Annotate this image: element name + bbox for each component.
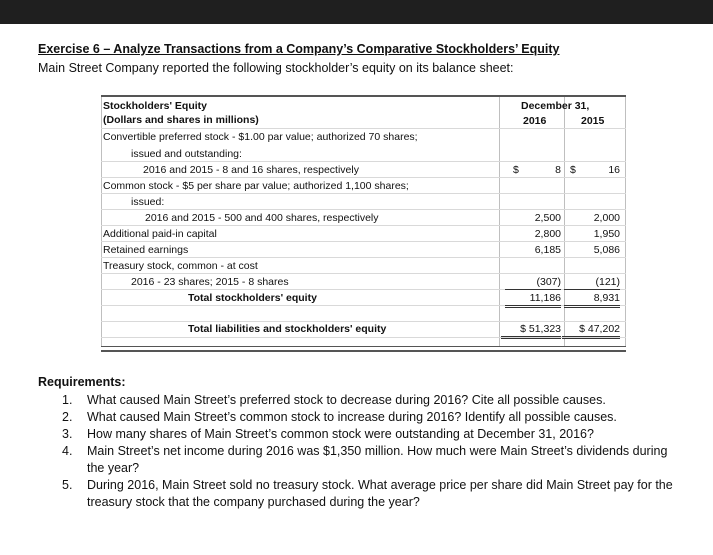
requirement-item	[38, 409, 688, 426]
row-divider	[101, 177, 626, 178]
requirement-number: 1.	[62, 393, 73, 407]
treasury-2016-value: (307)	[505, 276, 561, 290]
total-equity-2015-value: 8,931	[564, 292, 620, 308]
requirement-text: What caused Main Street’s common stock to increase during 2016? Identify all possible causes.	[87, 410, 617, 424]
year-2015-header: 2015	[581, 115, 605, 127]
row-divider	[101, 225, 626, 226]
table-column-divider	[499, 97, 500, 347]
row-divider	[101, 209, 626, 210]
date-header: December 31,	[521, 100, 590, 112]
requirement-text: During 2016, Main Street sold no treasury stock. What average price per share did Main Street pay for the treasury stock that the company purchased during the year?	[87, 478, 673, 509]
common-2015-value: 2,000	[593, 212, 620, 224]
top-bar	[0, 0, 713, 24]
apic-2015-value: 1,950	[593, 228, 620, 240]
preferred-2015-value: 16	[608, 164, 620, 176]
treasury-stock-label-line2: 2016 - 23 shares; 2015 - 8 shares	[131, 276, 289, 288]
total-liabilities-equity-label: Total liabilities and stockholders' equity	[188, 323, 387, 335]
preferred-dollar-2015: $	[570, 164, 576, 176]
total-equity-label: Total stockholders' equity	[188, 292, 317, 304]
table-bottom-border	[101, 346, 626, 347]
preferred-stock-label-line3: 2016 and 2015 - 8 and 16 shares, respectively	[143, 164, 359, 176]
table-bottom-border-thick	[101, 350, 626, 352]
common-stock-label: Common stock - $5 per share par value; authorized 1,100 shares;	[103, 180, 409, 192]
requirement-item	[38, 443, 688, 477]
retained-earnings-2016-value: 6,185	[534, 244, 561, 256]
table-header-title: Stockholders' Equity	[103, 100, 208, 112]
requirement-number: 4.	[62, 444, 73, 458]
common-stock-label-line2: issued:	[131, 196, 165, 208]
treasury-2015-value: (121)	[564, 276, 620, 290]
row-divider	[101, 321, 626, 322]
preferred-2016-value: 8	[555, 164, 561, 176]
requirement-text: Main Street’s net income during 2016 was $1,350 million. How much were Main Street’s dividends during the year?	[87, 444, 668, 475]
treasury-stock-label: Treasury stock, common - at cost	[103, 260, 258, 272]
retained-earnings-label: Retained earnings	[103, 244, 189, 256]
requirement-number: 5.	[62, 478, 73, 492]
table-right-border	[625, 97, 626, 347]
requirement-item	[38, 477, 688, 511]
common-2016-value: 2,500	[534, 212, 561, 224]
apic-label: Additional paid-in capital	[103, 228, 217, 240]
table-header-subtitle: (Dollars and shares in millions)	[103, 114, 259, 126]
row-divider	[101, 128, 626, 129]
exercise-intro: Main Street Company reported the following stockholder’s equity on its balance sheet:	[38, 61, 514, 75]
apic-2016-value: 2,800	[534, 228, 561, 240]
preferred-stock-label: Convertible preferred stock - $1.00 par value; authorized 70 shares;	[103, 131, 418, 143]
exercise-title: Exercise 6 – Analyze Transactions from a Company’s Comparative Stockholders’ Equity	[38, 42, 560, 56]
row-divider	[101, 273, 626, 274]
requirement-number: 3.	[62, 427, 73, 441]
requirement-text: How many shares of Main Street’s common stock were outstanding at December 31, 2016?	[87, 427, 594, 441]
table-left-border	[101, 97, 102, 347]
requirement-text: What caused Main Street’s preferred stock to decrease during 2016? Cite all possible causes.	[87, 393, 606, 407]
table-top-border	[101, 95, 626, 97]
retained-earnings-2015-value: 5,086	[593, 244, 620, 256]
row-divider	[101, 161, 626, 162]
row-divider	[101, 241, 626, 242]
preferred-dollar-2016: $	[513, 164, 519, 176]
stockholders-equity-table	[101, 95, 626, 354]
requirements-list	[38, 392, 688, 511]
row-divider	[101, 193, 626, 194]
requirement-number: 2.	[62, 410, 73, 424]
total-liabilities-equity-2015-value: $ 47,202	[562, 323, 620, 339]
row-divider	[101, 257, 626, 258]
requirement-item	[38, 392, 688, 409]
requirement-item	[38, 426, 688, 443]
requirements-heading: Requirements:	[38, 375, 126, 389]
common-stock-label-line3: 2016 and 2015 - 500 and 400 shares, respectively	[145, 212, 379, 224]
preferred-stock-label-line2: issued and outstanding:	[131, 148, 242, 160]
year-2016-header: 2016	[523, 115, 547, 127]
total-equity-2016-value: 11,186	[505, 292, 561, 308]
total-liabilities-equity-2016-value: $ 51,323	[501, 323, 561, 339]
